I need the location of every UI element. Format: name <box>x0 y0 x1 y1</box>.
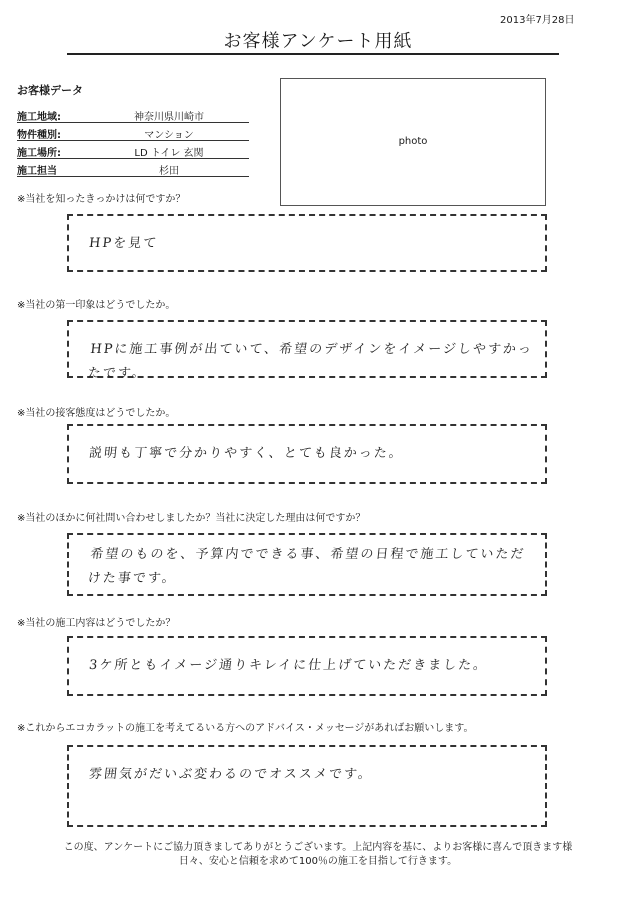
info-value: LD トイレ 玄関 <box>134 148 204 159</box>
answer-text-2: HPに施工事例が出ていて、希望のデザインをイメージしやすかったです。 <box>87 342 534 381</box>
page-title: お客様アンケート用紙 <box>223 31 413 52</box>
answer-box-1 <box>67 214 547 272</box>
info-label: 施工地域: <box>17 112 61 123</box>
answer-box-5 <box>67 636 547 696</box>
question-6: ※これからエコカラットの施工を考えてるいる方へのアドバイス・メッセージがあればお願いします。 <box>17 723 474 734</box>
title-underline <box>67 53 559 55</box>
answer-text-5: 3ケ所ともイメージ通りキレイに仕上げていただきました。 <box>88 658 489 673</box>
answer-box-3 <box>67 424 547 484</box>
answer-text-4: 希望のものを、予算内でできる事、希望の日程で施工していただけた事です。 <box>87 547 527 586</box>
footer-line-2: 日々、安心と信頼を求めて100％の施工を目指して行きます。 <box>178 856 458 867</box>
answer-box-4 <box>67 533 547 596</box>
answer-text-6: 雰囲気がだいぶ変わるのでオススメです。 <box>88 767 374 782</box>
footer-message <box>0 841 636 869</box>
question-2: ※当社の第一印象はどうでしたか。 <box>17 300 176 311</box>
info-row-property-type <box>17 124 249 141</box>
question-5: ※当社の施工内容はどうでしたか？ <box>17 618 176 629</box>
question-4: ※当社のほかに何社問い合わせしましたか？当社に決定した理由は何ですか？ <box>17 513 366 524</box>
question-1: ※当社を知ったきっかけは何ですか？ <box>17 194 186 205</box>
answer-text-1: HPを見て <box>88 236 159 251</box>
answer-text-3: 説明も丁寧で分かりやすく、とても良かった。 <box>88 446 405 461</box>
info-value: マンション <box>144 130 194 141</box>
answer-box-6 <box>67 745 547 827</box>
info-label: 施工場所: <box>17 148 61 159</box>
footer-line-1: この度、アンケートにご協力頂きましてありがとうございます。上記内容を基に、よりお客様に喜んで頂きます様 <box>63 842 573 853</box>
answer-box-2 <box>67 320 547 381</box>
info-row-location <box>17 142 249 159</box>
info-row-area <box>17 106 249 123</box>
info-value: 神奈川県川崎市 <box>134 112 204 123</box>
customer-data-heading: お客様データ <box>17 84 83 97</box>
survey-date: 2013年7月28日 <box>500 15 575 26</box>
info-value: 杉田 <box>159 166 179 177</box>
info-row-staff <box>17 160 249 177</box>
photo-placeholder <box>280 78 546 206</box>
info-label: 物件種別: <box>17 130 61 141</box>
question-3: ※当社の接客態度はどうでしたか。 <box>17 408 176 419</box>
info-label: 施工担当 <box>17 166 57 177</box>
photo-label: photo <box>398 136 428 147</box>
